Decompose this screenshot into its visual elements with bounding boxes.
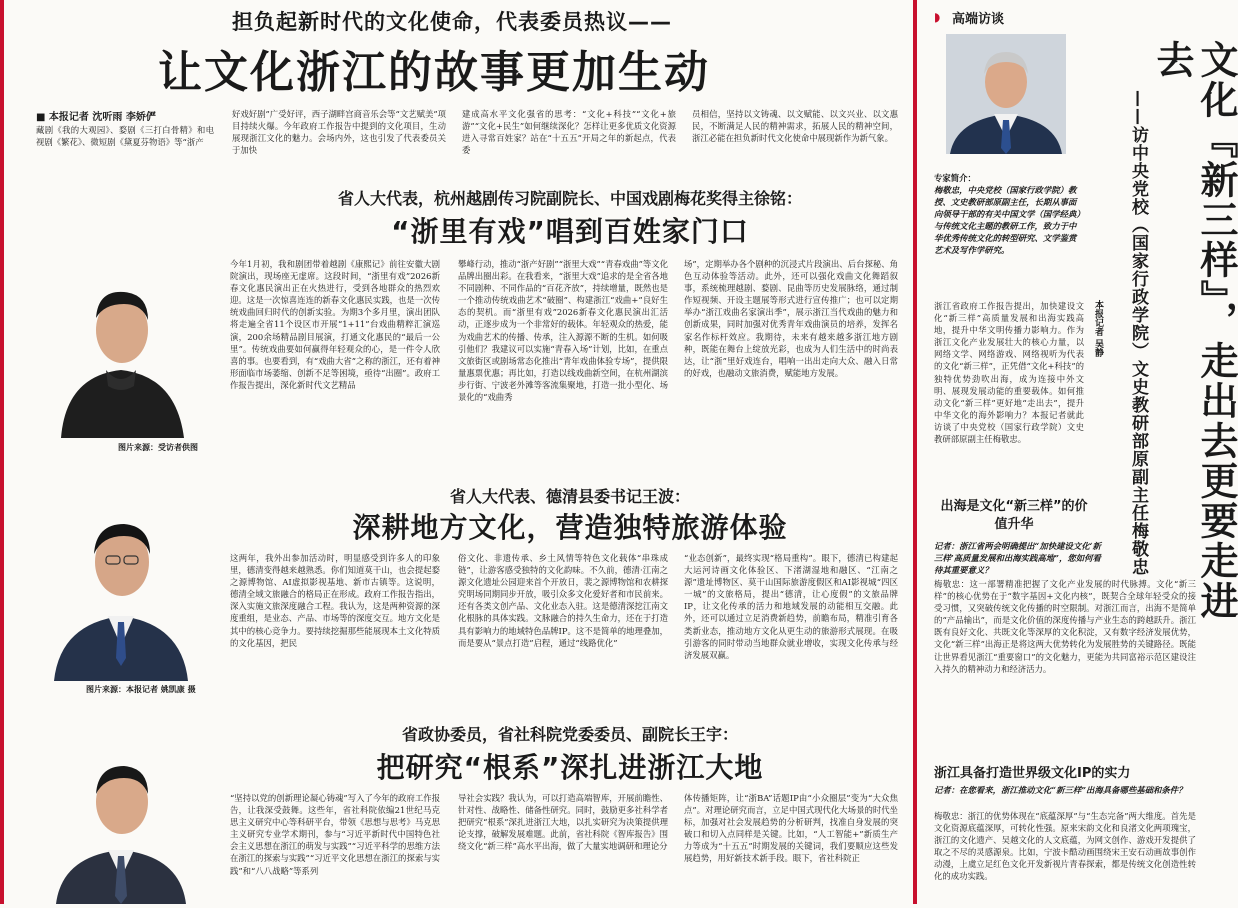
portrait-xu-ming-image bbox=[36, 258, 206, 438]
left-red-rule bbox=[0, 0, 4, 904]
section1-photo-credit: 图片来源：受访者供图 bbox=[118, 443, 198, 452]
portrait-wang-yu-image bbox=[36, 746, 206, 904]
intro-col-3: 建成高水平文化强省的思考：“文化+科技”“文化+旅游”“文化+民生”如何继续深化？怎样让更多优质文化资源进入寻常百姓家？站在“十五五”开局之年的新起点，代表委 bbox=[462, 109, 676, 156]
sidebar-question-1: 记者：浙江省两会明确提出“加快建设文化‘新三样’高质量发展和出海实践高地”，您如何看待其重要意义？ bbox=[934, 541, 1101, 575]
portrait-xu-ming bbox=[36, 258, 206, 438]
section2-headline: 深耕地方文化，营造独特旅游体验 bbox=[352, 511, 788, 544]
main-byline: ■ 本报记者 沈听雨 李娇俨 bbox=[36, 112, 156, 123]
intro-col-4: 员相信，坚持以文铸魂、以文赋能、以文兴业、以文惠民，不断满足人民的精神需求，拓展人民的精神空间，浙江必能在担负新时代文化使命中展现新作为新气象。 bbox=[692, 109, 898, 144]
section2-col-1: 这两年，我外出参加活动时，明显感受到许多人的印象里，德清变得越来越熟悉。你们知道莫干山，也会提起婺之源博物馆、AI虚拟影视基地、新市古镇等。这说明，德清全域文旅融合的格局正在形成。政府工作报告指出，深入实施文旅深度融合工程。我认为，这是两种资源的深度重组，是业态、产品、市场等的深度交互。地方文化是其中的核心竞争力。要持续挖掘那些能展现本土文化特质的文化基因，把民 bbox=[230, 553, 440, 648]
section2-col-3: “业态创新”，最终实现“格局重构”。眼下，德清已构建起大运河诗画文化体验区、下渚湖湿地和融区、“江南之源”遗址博物区、莫干山国际旅游度假区和AI影视城“四区一城”的文旅格局，提出“德清，让心度假”的文旅品牌IP，让文化传承的活力和地域发展的动能相互交融。此外，还可以通过立足消费新趋势，前瞻布局，精准引育各类新业态，推动地方文化从更生动的旅游形式展现。在吸引游客的同时带动当地群众就业增收，实现文化传承与经济发展双赢。 bbox=[684, 553, 898, 660]
section2-subhead: 省人大代表、德清县委书记王波： bbox=[449, 487, 690, 506]
section3-col-3: 体传播矩阵，让“浙BA”话题IP由“小众圈层”变为“大众焦点”。对理论研究而言，立足中国式现代化大场景的时代坐标，加强对社会发展趋势的分析研判，找准自身发展的突破口和切入点同样是关键。比如，“人工智能+”新质生产力等成为“十五五”时期发展的关键词，我们要顺应这些发展趋势，用好新技术新手段。眼下，省社科院正 bbox=[684, 793, 898, 864]
sidebar-question-2: 记者：在您看来，浙江推动文化“新三样”出海具备哪些基础和条件？ bbox=[934, 785, 1187, 795]
portrait-wang-bo bbox=[36, 496, 206, 681]
sidebar-subhead-1: 出海是文化“新三样”的价值升华 bbox=[940, 499, 1088, 532]
portrait-mei-jingzhong bbox=[946, 34, 1066, 154]
section1-col-1: 今年1月初，我和剧团带着越剧《康熙记》前往安徽大剧院演出，现场座无虚席。这段时间，“浙里有戏”2026新春文化惠民演出正在火热进行，受到各地群众的热烈欢迎。这是一次惊喜连连的新春文化惠民实践，也是一次传统戏曲回归时代的创新实验。为期3个多月里，演出团队将走遍全省11个设区市开展“1+11”台戏曲精粹汇演巡演，200余场精品剧目展演，打通文化惠民的“最后一公里”。传统戏曲要如何赢得年轻观众的心，是一件令人欣喜的事。也要看到，有“戏曲大省”之称的浙江，还有着神形面临市场萎缩、创新不足等困境，亟待“出圈”。政府工作报告提出，深化新时代文艺精品 bbox=[230, 259, 440, 390]
section1-col-2: 攀峰行动，推动“浙产好剧”“浙里大戏”“青春戏曲”等文化品牌出圈出彩。在我看来，“浙里大戏”追求的是全省各地不同剧种、不同作品的“百花齐放”，持续增量，既然也是一个推动传统戏曲艺术“破圈”、构建浙江“戏曲+”良好生态的契机。而“浙里有戏”2026新春文化惠民演出汇活动，正逐步成为一个非常好的载体。年轻观众的热爱，能为戏曲艺术的传播、传承，注入源源不断的生机。如何吸引他们？我建议可以实施“青春入场”计划，比如，在重点文旅街区或剧场常态化推出“青年戏曲体验专场”，提供限量惠票优惠；再比如，打造以线戏曲新空间，在杭州湖滨步行街、宁波老外滩等客流集聚地，打造一批小型化、场景化的“戏曲秀 bbox=[458, 259, 668, 403]
sidebar-subtitle: ——访中央党校（国家行政学院）文史教研部原副主任梅敬忠 bbox=[1128, 90, 1148, 576]
expert-bio-label: 专家简介： bbox=[934, 173, 976, 183]
section3-col-2: 导社会实践？我认为，可以打造高端智库，开展前瞻性、针对性、战略性、储备性研究。同时，鼓励更多社科学者把研究“根系”深扎进浙江大地，以扎实研究为决策提供理论支撑，破解发展难题。此前，省社科院《智库报告》围绕文化“新三样”高水平出海，做了大量实地调研和理论分 bbox=[458, 793, 668, 852]
expert-bio-text: 梅敬忠，中央党校（国家行政学院）教授、文史教研部原副主任，长期从事面向领导干部的有关中国文学（国学经典）与传统文化主题的教研工作，致力于中华优秀传统文化的转型研究、文学鉴赏艺术及写作学研究。 bbox=[934, 185, 1081, 255]
portrait-mei-jingzhong-image bbox=[946, 34, 1066, 154]
sidebar-answer-2: 梅敬忠：浙江的优势体现在“底蕴深厚”与“生态完备”两大维度。首先是文化资源底蕴深厚，可转化性强。原来宋韵文化和良渚文化两项瑰宝，浙江的文化遗产、吴越文化的人文底蕴，为网文创作、游戏开发提供了取之不尽的灵感源泉。比如，宁波卡酷动画围绕宋王安石动画故事创作动漫，上虞立足红色文化开发新视片青春探索，都是传统文化创造性转化的成功实践。 bbox=[934, 811, 1196, 882]
section2-photo-credit: 图片来源：本报记者 姚凯康 摄 bbox=[86, 685, 196, 694]
sidebar-subhead-2: 浙江具备打造世界级文化IP的实力 bbox=[934, 766, 1131, 781]
sidebar-label-marker: ◗ bbox=[934, 10, 941, 24]
portrait-wang-bo-image bbox=[36, 496, 206, 681]
section3-col-1: “坚持以党的创新理论凝心铸魂”写入了今年的政府工作报告，让我深受鼓舞。这些年，省社科院依编21世纪马克思主义研究中心等科研平台，带领《思想与思考》马克思主义研究专业学术期刊，参与“习近平新时代中国特色社会主义思想在浙江的萌发与实践”“习近平科学的思维方法在浙江的探索与实践”“习近平文化思想在浙江的探索与实践”和“八八战略”等系列 bbox=[230, 793, 440, 876]
sidebar-title: 文化『新三样』，走出去更要走进去 bbox=[1150, 40, 1238, 621]
sidebar-byline: 本报记者 吴静 bbox=[1093, 300, 1103, 358]
section1-subhead: 省人大代表，杭州越剧传习院副院长、中国戏剧梅花奖得主徐铭： bbox=[337, 189, 802, 208]
section1-col-3: 场”，定期举办各个剧种的沉浸式片段演出、后台探秘、角色互动体验等活动。此外，还可以强化戏曲文化舞蹈叙事，系统梳理越剧、婺剧、昆曲等历史发展脉络，通过制作短视频、开设主题展等形式进行宣传推广；也可以定期举办“浙江戏曲名家演出季”，展示浙江当代戏曲的魅力和创新成果，同时加强对优秀青年戏曲演员的培养，发挥名家名作标杆效应。我期待，未来有越来越多浙江地方剧种，既能在舞台上绽放光彩，也成为人们生活中的时尚表达，让“浙”里好戏连台，唱响一出出走向大众、融入日常的好戏，也融动文旅消费，赋能地方发展。 bbox=[684, 259, 898, 378]
section1-headline: “浙里有戏”唱到百姓家门口 bbox=[391, 215, 749, 248]
sidebar-answer-1: 梅敬忠：这一部署精准把握了文化产业发展的时代脉搏。文化“新三样”的核心优势在于“数字基因+文化内核”，既契合全球年轻受众的接受习惯，又突破传统文化传播的时空限制。对浙江而言，出海不是简单的“产品输出”，而是文化价值的深度传播与产业生态的跨越跃升。浙江既有良好文化、共既文化等深厚的文化积淀，又有数字经济发展优势，文化“新三样”出海正是将这两大优势转化为发展胜势的关键路径。既能让世界看见浙江“重要窗口”的文化魅力，更能为共同富裕示范区建设注入持久的精神动力和经济活力。 bbox=[934, 579, 1196, 674]
sidebar-intro: 浙江省政府工作报告提出，加快建设文化“新三样”高质量发展和出海实践高地，提升中华文明传播力影响力。作为浙江文化产业发展壮大的核心力量，以网络文学、网络游戏、网络视听为代表的文化“新三样”，正凭借“文化+科技”的独特优势劲吹出海，成为连接中外文明、展现发展动能的重要载体。如何推动文化“新三样”更好地“走出去”，提升中华文化的海外影响力？本报记者就此访谈了中央党校（国家行政学院）文史教研部原副主任梅敬忠。 bbox=[934, 301, 1084, 445]
intro-col-1: 藏剧《我的大观园》、婺剧《三打白骨精》和电视剧《繁花》、微短剧《黛夏芬物语》等“浙产 bbox=[36, 125, 214, 148]
main-title: 让文化浙江的故事更加生动 bbox=[158, 47, 710, 98]
expert-bio bbox=[934, 172, 1082, 292]
section3-headline: 把研究“根系”深扎进浙江大地 bbox=[376, 751, 764, 784]
sidebar-label: 高端访谈 bbox=[952, 12, 1005, 27]
section3-subhead: 省政协委员，省社科院党委委员、副院长王宇： bbox=[401, 725, 738, 744]
section2-col-2: 俗文化、非遗传承、乡土风情等特色文化载体“串珠成链”，让游客感受独特的文化韵味。不久前，德清·江南之源文化遗址公园迎来首个开放日，裴之源博物馆和农耕探究明场同期同步开放，吸引众多文化爱好者和市民前来。还有各类文创产品、文化业态入驻。这是德清深挖江南文化根脉的具体实践。文脉融合的持久生命力，还在于打造具有影响力的地域特色品牌IP。这不是简单的地理叠加，而是要从“景点打造”启程，通过“线路优化” bbox=[458, 553, 668, 648]
column-red-rule bbox=[913, 0, 917, 904]
intro-col-2: 好戏好剧”广受好评，西子湖畔宫商音乐会等“文艺赋美”项目持续火爆。今年政府工作报告中提到的文化项目，生动展现浙江文化的魅力。会场内外，这也引发了代表委员关于加快 bbox=[232, 109, 446, 156]
portrait-wang-yu bbox=[36, 746, 206, 904]
supertitle: 担负起新时代的文化使命，代表委员热议—— bbox=[232, 10, 672, 34]
